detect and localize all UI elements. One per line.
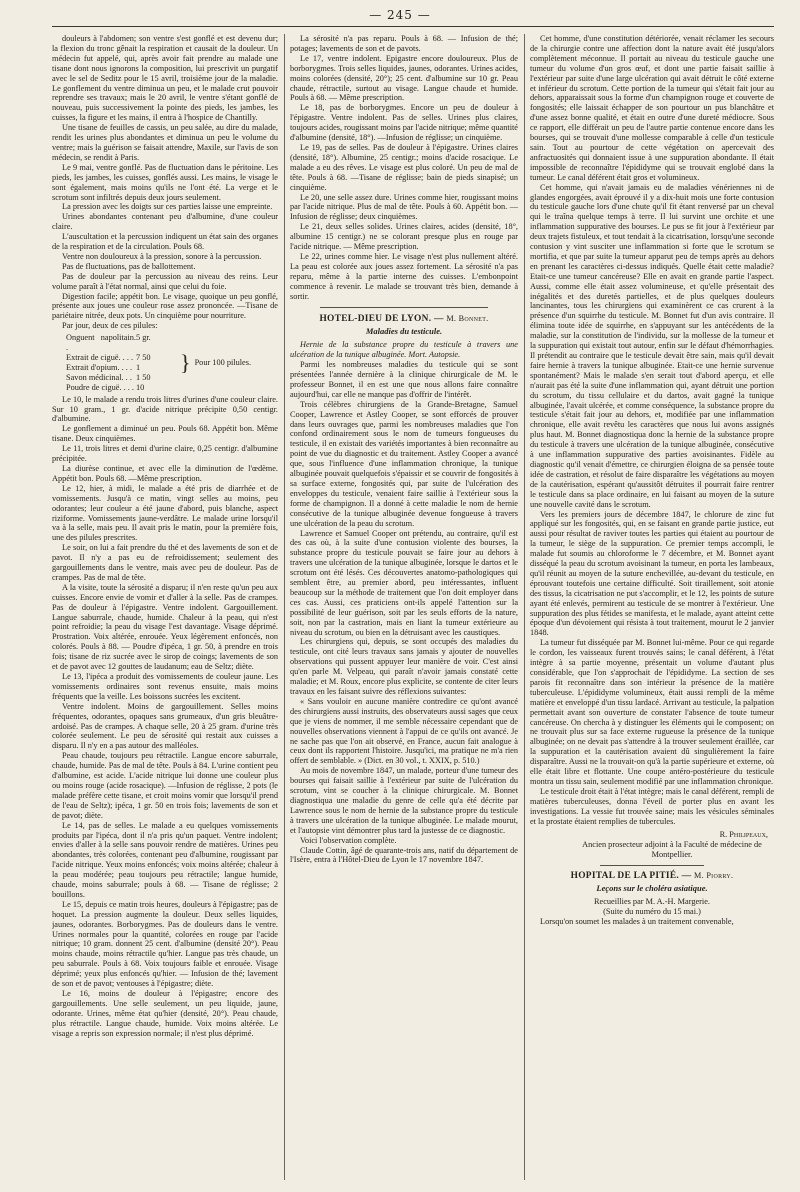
section-heading-pitie (530, 871, 774, 882)
recipe-items (66, 333, 176, 392)
section-separator-2 (600, 865, 704, 866)
paragraph: A la visite, toute la sérosité a disparu; il n'en reste qu'un peu aux cuisses. Encore envie de vomir et d'aller à la selle. Pas de crampes. Pas de douleur à l'épigastre. Ventre indolent. Gargouillement. Langue saburrale, chaude, humide. Chaleur à la peau, qui n'est point refroidie; la peau du visage l'est davantage. Visage déprimé. Prostration. Voix altérée, enrouée. Yeux légèrement enfoncés, non colorés. Pouls à 88. — Poudre d'ipéca, 1 gr. 50, à prendre en trois fois; tisane de riz sucrée avec le sirop de coings; lavements de son et de pavot avec 12 gouttes de laudanum; eau de Seltz; diète. (52, 582, 278, 672)
suite-line: (Suite du numéro du 15 mai.) (603, 906, 701, 916)
recipe-ingredient: Onguent napolitain. . (66, 333, 136, 353)
recipe-ingredient: Savon médicinal. . . (66, 372, 132, 382)
heading-pitie-doctor: M. Piorry. (694, 871, 734, 881)
column-divider-1 (284, 34, 285, 1180)
paragraph: Le 10, le malade a rendu trois litres d'urines d'une couleur claire. Sur 10 gram., 1 gr. d'acide nitrique précipite 0,50 centigr. d'albumine. (52, 394, 278, 424)
paragraph: Le 14, pas de selles. Le malade a eu quelques vomissements produits par l'ipéca, dont il n'a pris qu'un paquet. Ventre indolent; envies d'aller à la selle sans pouvoir rendre de matières. Urines peu abondantes, très colorées, contenant peu d'albumine, rougissant par l'acide nitrique. Yeux moins enfoncés; voix moins altérée; chaleur à la peau modérée; peau toujours peu rétractile; langue humide, chaude, moins saburrale; pouls à 68. — Tisane de réglisse; 2 bouillons. (52, 820, 278, 899)
paragraph: L'auscultation et la percussion indiquent un état sain des organes de la respiration et de la circulation. Pouls 68. (52, 232, 278, 252)
recipe-row (66, 373, 176, 383)
paragraph: Vers les premiers jours de décembre 1847, le chlorure de zinc fut appliqué sur les fongosités, qui, en se faisant en grande partie justice, eut aussi pour résultat de raviver toutes les parties qui étaient au pourtour de la tumeur, le siège de la suppuration. Ce premier temps accompli, le malade fut soumis au chloroforme le 7 décembre, et M. Bonnet ayant disséqué la peau du scrotum avoisinant la tumeur, en porta les lambeaux, qu'il réunit au moyen de la suture enchevillée, au-devant du testicule, en éprouvant toutefois une certaine difficulté. Soit tiraillement, soit atonie des tissus, la cicatrisation ne put s'accomplir, et le 12, les points de suture ayant été enlevés, permirent au testicule de se montrer à l'extérieur. Une suppuration des plus fétides se manifesta, et le malade, ayant atteint cette époque d'un dévoiement qui résista à tout traitement, mourut le 2 janvier 1848. (530, 509, 774, 638)
paragraph: « Sans vouloir en aucune manière contredire ce qu'ont avancé des chirurgiens aussi instruits, des observateurs aussi sages que ceux que je viens de nommer, il me semble nécessaire cependant que de nouvelles observations viennent à l'appui de ce qu'ils ont avancé. Je ne sache pas que l'on ait observé, en France, aucun fait analogue à ceux dont ils rapportent l'histoire. Jusqu'ici, ma pratique ne m'a rien offert de semblable. » (Dict. en 30 vol., t. XXIX, p. 510.) (290, 696, 518, 766)
paragraph: Au mois de novembre 1847, un malade, porteur d'une tumeur des bourses qui faisait saillie à l'extérieur par suite de l'ulcération du scrotum, vint se coucher à la clinique chirurgicale. M. Bonnet diagnostiqua une maladie du genre de celle qu'a été décrite par Lawrence sous le nom de hernie de la substance propre du testicule à travers une ulcération de la tunique albuginée. Le malade mourut, et l'autopsie vint démontrer plus tard la justesse de ce diagnostic. (290, 766, 518, 835)
col2-paragraphs-b (290, 360, 518, 865)
paragraph: Claude Cottin, âgé de quarante-trois ans, natif du département de l'Isère, entra à l'Hôtel-Dieu de Lyon le 17 novembre 1847. (290, 845, 518, 865)
paragraph: La pression avec les doigts sur ces parties laisse une empreinte. (62, 202, 273, 212)
paragraph: Pas de fluctuations, pas de ballottement. (62, 261, 196, 271)
paragraph: Par jour, deux de ces pilules: (62, 321, 158, 331)
recipe-ingredient: Extrait d'opium. . . . (66, 362, 133, 372)
paragraph: Une tisane de feuilles de cassis, un peu salée, au dire du malade, rendit les urines plus abondantes et diminua un peu le volume du ventre; mais la guérison se faisait attendre, Maxile, sur l'avis de son médecin, se rendit à Paris. (52, 123, 278, 162)
recipe-ingredient: Poudre de ciguë. . . . (66, 382, 134, 392)
section-heading-lyon (290, 314, 518, 325)
subheading-testicule: Maladies du testicule. (365, 326, 443, 337)
paragraph: La tumeur fut disséquée par M. Bonnet lui-même. Pour ce qui regarde le cordon, les vaisseaux furent trouvés sains; le canal déférent, à l'état intègre à sa partie moyenne, présentait un volume d'autant plus considérable, que l'on s'approchait de l'épididyme. La section de ses parois fit reconnaître dans son intérieur la présence de la matière tuberculeuse. L'épididyme volumineux, était aussi rempli de la même matière et enveloppé d'un tissu lardacé. Arrivant au testicule, la palpation permettait avant son ouverture de constater l'absence de toute tumeur cancéreuse. On chercha à y distinguer les éléments qui le composent; on ne trouvait plus sur sa face externe rugueuse la présence de la tunique albuginée; on ne devait pas s'attendre à la trouver seulement éraillée, car la suppuration et la cautérisation avaient dû singulièrement la faire disparaître. Aussi ne la trouvait-on qu'à la partie supérieure et externe, où elle était libre et flottante. Une coupe antéro-postérieure du testicule montra un tissu sain, seulement modifié par une inflammation chronique. (530, 638, 774, 786)
paragraph: Le 18, pas de borborygmes. Encore un peu de douleur à l'épigastre. Ventre indolent. Pas de selles. Urines plus claires, toujours acides, rougissant moins par l'acide nitrique; même quantité d'albumine (densité, 18°). —Infusion de réglisse; un cinquième. (290, 103, 518, 143)
recueillies-line: Recueillies par M. A.-H. Margerie. (594, 897, 710, 907)
recipe-quantity: 5 gr. (136, 333, 151, 343)
col1-paragraphs-a (52, 34, 278, 331)
pill-recipe (66, 333, 278, 392)
paragraph: Le 15, depuis ce matin trois heures, douleurs à l'épigastre; pas de hoquet. La pression augmente la douleur. Deux selles liquides, jaunes, odorantes. Borborygmes. Pas de douleurs dans le ventre. Urines normales pour la quantité, colorées en rouge par l'acide nitrique; 10 gram. donnent 25 cent. d'albumine (densité 20°). Peau moins chaude, moins rétractile qu'hier. Langue pas très chaude, un peu saburrale. Pouls à 68. Voix toujours faible et enrouée. Visage déprimé; yeux plus enfoncés qu'hier. — Infusion de thé; lavement de son et de pavot; ventouses à l'épigastre; diète. (52, 899, 278, 989)
col2-paragraphs-a (290, 34, 518, 301)
col3-paragraphs (530, 34, 774, 827)
recipe-row (66, 333, 176, 353)
col1-paragraphs-b (52, 395, 278, 1039)
recipe-ingredient: Extrait de ciguë. . . . (66, 353, 134, 362)
paragraph: Le 16, moins de douleur à l'épigastre; encore des gargouillements. Une selle seulement, un peu liquide, jaune, odorante. Urines, même état qu'hier (densité, 20°). Peau chaude, plus rétractile. Langue chaude, humide. Voix moins altérée. Le visage a repris son expression normale; il n'est plus déprimé. (52, 989, 278, 1038)
paragraph: Cet homme, qui n'avait jamais eu de maladies vénériennes ni de glandes engorgées, avait éprouvé il y a dix-huit mois une forte contusion du testicule gauche lors d'une chute qu'il fit étant renversé par un cheval qui le traîna quelque temps à terre. Il lui survint une orchite et une inflammation suppurative des bourses. Le pus se fit jour à l'extérieur par deux trajets fistuleux, et tout tendait à la cicatrisation, lorsqu'une seconde contusion y vint susciter une inflammation si forte que le scrotum se mortifia, et que par suite la tumeur apparut peu de temps après au dehors en prenant les caractères ci-dessus indiqués. Quelle était cette maladie? Etait-ce une tumeur cancéreuse? Elle en avait en grande partie l'aspect. Aussi, comme elle était assez volumineuse, et qu'elle présentait des inégalités et des duretés partielles, et de plus quelques douleurs lancinantes, tous les chirurgiens qui examinèrent ce cas crurent à la présence d'un squirrhe du testicule. M. Bonnet fut d'un avis contraire. Il élimina toute idée de squirrhe, en s'appuyant sur les antécédents de la maladie, sur la constitution de l'individu, sur la mollesse de la tumeur et la suppuration qui existait tout autour, enfin sur le défaut d'hémorrhagies. Il prétendit au contraire que le testicule devait être sain, mais qu'il devait faire hernie à travers la tunique albuginée. Etait-ce une hernie survenue spontanément? Mais le malade s'en serait tout d'abord aperçu, et elle n'aurait pas été la suite d'une inflammation qui, ayant détruit une portion du scrotum, du tissu cellulaire et du dartos, avait gagné la tunique albuginée, l'avait ulcérée, et comme conséquence, la substance propre du testicule s'était fait jour au dehors, et, modifiée par une inflammation chronique, elle avait revêtu les caractères que nous lui avons assignés plus haut. M. Bonnet diagnostiqua donc la hernie de la substance propre du testicule à travers une ulcération de la tunique albuginée, consécutive à une inflammation suppurative des parties avoisinantes. Fidèle au diagnostic qu'il venait d'émettre, ce chirurgien éloigna de sa pensée toute idée de castration, et résolut de faire disparaître les végétations au moyen de la cautérisation, espérant qu'aussitôt détruites il pourrait faire rentrer le testicule dans sa place ordinaire, en lui faisant au moyen de la suture une nouvelle cavité dans le scrotum. (530, 182, 774, 509)
paragraph: Digestion facile; appétit bon. Le visage, quoique un peu gonflé, présente aux joues une couleur rose assez prononcée. —Tisane de pariétaire nitrée, deux pots. Un cinquième pour nourriture. (52, 291, 278, 321)
column-1 (52, 34, 278, 1180)
page-number: — 245 — (369, 8, 431, 22)
column-divider-2 (524, 34, 525, 1180)
recipe-quantity: 1 (136, 362, 141, 372)
paragraph: Urines abondantes contenant peu d'albumine, d'une couleur claire. (52, 212, 278, 232)
subheading-cholera: Leçons sur le choléra asiatique. (596, 883, 708, 894)
author-title: Ancien prosecteur adjoint à la Faculté de médecine de Montpellier. (582, 840, 762, 860)
paragraph: La sérosité n'a pas reparu. Pouls à 68. — Infusion de thé; potages; lavements de son et de pavots. (290, 34, 518, 53)
paragraph: Le 17, ventre indolent. Epigastre encore douloureux. Plus de borborygmes. Trois selles liquides, jaunes, odorantes. Urines acides, moins colorées (densité, 20°); 25 cent. d'albumine sur 10 gr. Peau chaude, rétractile, surtout au visage. Langue chaude et humide. Pouls à 68. — Même prescription. (290, 53, 518, 103)
case-title: Hernie de la substance propre du testicule à travers une ulcération de la tunique albuginée. Mort. Autopsie. (290, 340, 518, 360)
paragraph: Peau chaude, toujours peu rétractile. Langue encore saburrale, chaude, humide. Pas de mal de tête. Pouls à 84. L'urine contient peu d'albumine, est acide. L'acide nitrique lui donne une couleur plus ou moins rouge (acide rosacique). —Infusion de réglisse, 2 pots (le malade préfère cette tisane, et croit moins vomir que lorsqu'il prend de l'eau de Seltz); ipéca, 1 gr. 50 en trois fois; lavements de son et de pavot; diète. (52, 751, 278, 820)
heading-lyon-doctor: M. Bonnet. (446, 314, 489, 324)
recipe-row (66, 363, 176, 373)
paragraph: Pas de douleur par la percussion au niveau des reins. Leur volume paraît à l'état normal, ainsi que celui du foie. (52, 271, 278, 291)
paragraph: La diurèse continue, et avec elle la diminution de l'œdème. Appétit bon. Pouls 68. —Même prescription. (52, 463, 278, 483)
paragraph: Le 11, trois litres et demi d'urine claire, 0,25 centigr. d'albumine précipitée. (52, 444, 278, 464)
paragraph: Ventre non douloureux à la pression, sonore à la percussion. (62, 251, 262, 261)
paragraph: Ventre indolent. Moins de gargouillement. Selles moins fréquentes, odorantes, opaques sans grumeaux, d'un gris bleuâtre-ardoisé. Pas de crampes. A chaque selle, 20 à 25 gram. d'urine très colorée seulement. Le peu de sérosité qui restait aux cuisses a disparu. Il n'y en a pas autour des malléoles. (52, 701, 278, 751)
paragraph: Les chirurgiens qui, depuis, se sont occupés des maladies du testicule, ont cité leurs travaux sans jamais y ajouter de nouvelles observations qui pussent appuyer leur manière de voir. C'est ainsi qu'en parle M. Velpeau, qui paraît n'avoir jamais constaté cette maladie; et M. Roux, encore plus explicite, se contente de citer leurs travaux en les faisant suivre des réflexions suivantes: (290, 637, 518, 696)
header-rule (52, 26, 774, 27)
paragraph: Le 12, hier, à midi, le malade a été pris de diarrhée et de vomissements. Jusqu'à ce matin, vingt selles au moins, peu odorantes; leur couleur a été jaune d'abord, puis blanche, aspect riziforme. Vomissements jaune-verdâtre. Le malade urine lorsqu'il va à la selle, mais peu. Il avait pris le matin, pour la première fois, une des pilules prescrites. (52, 483, 278, 543)
paragraph: douleurs à l'abdomen; son ventre s'est gonflé et est devenu dur; la flexion du tronc gênait la respiration et causait de la douleur. Un médecin fut appelé, qui, après avoir fait prendre au malade une tisane dont nous ignorons la composition, lui prescrivit un purgatif avec le sel de Seditz pour le 15 avril, troisième jour de la maladie. Le gonflement du ventre diminua un peu, et le malade crut pouvoir reprendre ses travaux; mais le 20 avril, le ventre s'étant gonflé de nouveau, puis successivement la pointe des pieds, les jambes, les cuisses, la figure et les mains, il entra à l'hospice de Chantilly. (52, 34, 278, 123)
last-paragraph: Lorsqu'on soumet les malades à un traitement convenable, (540, 916, 734, 926)
paragraph: Le gonflement a diminué un peu. Pouls 68. Appétit bon. Même tisane. Deux cinquièmes. (52, 424, 278, 444)
paragraph: Le 21, deux selles solides. Urines claires, acides (densité, 18°, albumine 15 centigr.) ne se colorant presque plus en rouge par l'acide nitrique. — Même prescription. (290, 222, 518, 252)
author-signature: R. Philipeaux, (719, 829, 768, 839)
paragraph: Le testicule droit était à l'état intègre; mais le canal déférent, rempli de matières tuberculeuses, donna l'éveil de porter plus en avant les investigations. La vessie fut trouvée saine; mais les vésicules séminales et la prostate étaient remplies de tubercules. (530, 786, 774, 826)
recipe-row (66, 383, 176, 393)
column-2 (290, 34, 518, 1180)
recipe-quantity: 10 (136, 382, 145, 392)
paragraph: Lawrence et Samuel Cooper ont prétendu, au contraire, qu'il est des cas où, à la suite d'une contusion violente des bourses, la substance propre du testicule pouvait se faire jour au dehors à travers une ulcération de la tunique albuginée, lorsque le dartos et le scrotum ont été lésés. Ces découvertes anatomo-pathologiques qui semblent être, au premier abord, peu intéressantes, influent beaucoup sur la méthode de traitement que l'on doit employer dans ces cas. Aussi, ces praticiens ont-ils appelé l'attention sur la possibilité de leur guérison, soit par les seuls efforts de la nature, soit, non par la castration, mais en liant la tumeur extérieure au niveau du scrotum, ou bien en la détruisant avec les caustiques. (290, 528, 518, 637)
section-separator (320, 307, 488, 308)
paragraph: Cet homme, d'une constitution détériorée, venait réclamer les secours de la chirurgie contre une affection dont la nature avait été jusqu'alors complètement méconnue. Il portait au niveau du testicule gauche une tumeur du volume d'un gros œuf, et dont une partie faisait saillie à l'extérieur par suite d'une large ulcération qui avait détruit le côté externe et inférieur du scrotum. Cette portion de la tumeur qui s'était fait jour au dehors, apparaissait sous la forme d'un champignon rouge et couverte de fongosités; elle laissait échapper de son pourtour un pus blanchâtre et d'une assez bonne qualité, et était en outre d'une dureté médiocre. Sous ce rapport, elle différait un peu de l'autre partie contenue encore dans les bourses, qui se trouvait d'une mollesse comparable à celle d'un testicule sain. Tout au pourtour de cette végétation on apercevait des anfractuosités qui donnaient issue à une suppuration abondante. Il était impossible de reconnaître l'épididyme qui se trouvait englobé dans la tumeur. Le canal déférent était gros et volumineux. (530, 34, 774, 182)
paragraph: Trois célèbres chirurgiens de la Grande-Bretagne, Samuel Cooper, Lawrence et Astley Cooper, se sont efforcés de prouver dans leurs ouvrages que, parmi les nombreuses maladies que l'on confond ordinairement sous le nom de tumeurs fongueuses du testicule, il en existait des variétés importantes à bien reconnaître au point de vue du diagnostic et du traitement. Astley Cooper a avancé que, sous l'influence d'une inflammation chronique, la tunique albuginée pouvait quelquefois s'épaissir et se couvrir de fongosités à sa surface externe, fongosités qui, par suite de l'ulcération des enveloppes du testicule, venaient faire saillie à l'extérieur sous la forme de champignon. Il a donné à cette maladie le nom de hernie consécutive de la tunique albuginée devenue fongueuse à travers une ulcération de la peau du scrotum. (290, 399, 518, 528)
recipe-row (66, 353, 176, 363)
recipe-quantity: 7 50 (136, 353, 151, 362)
heading-lyon-title: HOTEL-DIEU DE LYON. — (319, 314, 447, 325)
paragraph: Le 13, l'ipéca a produit des vomissements de couleur jaune. Les vomissements ordinaires sont revenus ensuite, mais moins fréquents que la veille. Les boissons sucrées les excitent. (52, 672, 278, 701)
paragraph: Le 22, urines comme hier. Le visage n'est plus nullement altéré. La peau est colorée aux joues assez fortement. La sérosité n'a pas reparu, même à la partie interne des cuisses. L'embonpoint commence à revenir. Le malade se trouvant très bien, demande à sortir. (290, 251, 518, 301)
recipe-quantity: 1 50 (136, 372, 151, 382)
column-3 (530, 34, 774, 1180)
paragraph: Le soir, on lui a fait prendre du thé et des lavements de son et de pavot. Il n'y a pas eu de refroidissement; seulement des gargouillements dans le ventre, mais avec peu de douleur. Pas de crampes. Pas de mal de tête. (52, 543, 278, 582)
paragraph: Le 20, une selle assez dure. Urines comme hier, rougissant moins par l'acide nitrique. Plus de mal de tête. Pouls à 60. Appétit bon. —Infusion de réglisse; deux cinquièmes. (290, 192, 518, 222)
paragraph: Parmi les nombreuses maladies du testicule qui se sont présentées l'année dernière à la clinique chirurgicale de M. le professeur Bonnet, il en est une que nous allons faire connaître aujourd'hui, car elle ne manque pas d'offrir de l'intérêt. (290, 360, 518, 399)
heading-pitie-title: HOPITAL DE LA PITIÉ. — (570, 871, 695, 882)
recipe-brace: } (180, 349, 191, 375)
paragraph: Le 9 mai, ventre gonflé. Pas de fluctuation dans le péritoine. Les pieds, les jambes, les cuisses, gonflés aussi. Les mains, le visage le sont également, mais moins qu'ils ne l'ont été. La verge et le scrotum sont infiltrés depuis deux jours seulement. (52, 162, 278, 202)
paragraph: Le 19, pas de selles. Pas de douleur à l'épigastre. Urines claires (densité, 18°). Albumine, 25 centigr.; moins d'acide rosacique. Le malade a eu des rêves. Le visage est plus coloré. Un peu de mal de tête. Pouls à 68. —Tisane de réglisse; bain de pieds sinapisé; un cinquième. (290, 142, 518, 192)
paragraph: Voici l'observation complète. (300, 835, 397, 845)
recipe-note: Pour 100 pilules. (194, 357, 252, 367)
